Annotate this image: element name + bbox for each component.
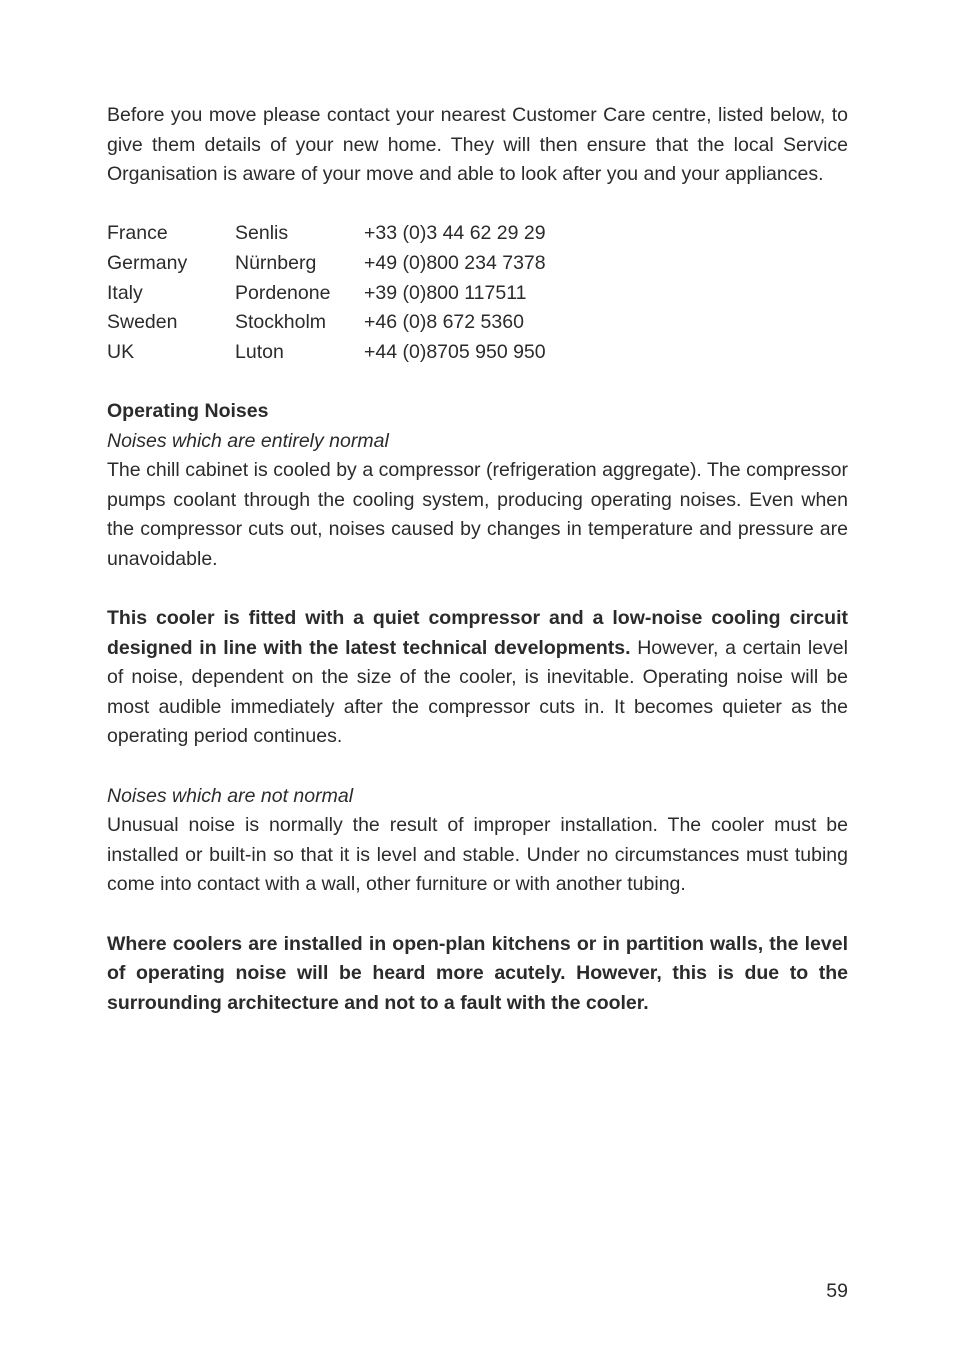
city-cell: Stockholm	[235, 311, 327, 334]
city-cell: Senlis	[235, 222, 289, 245]
abnormal-noises-paragraph: Unusual noise is normally the result of improper installation. The cooler must be installed or built-in so that it is level and stable. Under no circumstances must tubing come into contact with a wall, other furniture or with another tubing.	[107, 814, 848, 896]
normal-noises-subheading: Noises which are entirely normal	[107, 429, 389, 452]
city-cell: Luton	[235, 340, 284, 363]
page-content	[107, 101, 848, 1018]
open-plan-note: Where coolers are installed in open-plan kitchens or in partition walls, the level of operating noise will be heard more acutely. However, this is due to the surrounding architecture and not to a fault with the cooler.	[107, 932, 848, 1014]
normal-noises-paragraph: The chill cabinet is cooled by a compressor (refrigeration aggregate). The compressor pumps coolant through the cooling system, producing operating noises. Even when the compressor cuts out, noises caused by changes in temperature and pressure are unavoidable.	[107, 459, 848, 570]
spacer	[107, 190, 848, 220]
quiet-compressor-paragraph	[107, 604, 848, 752]
country-cell: UK	[107, 340, 135, 363]
spacer	[107, 575, 848, 605]
phone-cell: +46 (0)8 672 5360	[364, 311, 524, 334]
city-cell: Pordenone	[235, 281, 331, 304]
quiet-compressor-bold-lead: This cooler is fitted with a quiet compressor and a low-noise cooling circuit designed in line with the latest technical developments.	[107, 607, 848, 659]
abnormal-noises-subheading: Noises which are not normal	[107, 784, 354, 807]
table-row	[107, 279, 546, 309]
table-row	[107, 249, 546, 279]
spacer	[107, 752, 848, 782]
phone-cell: +39 (0)800 117511	[364, 281, 527, 304]
section-heading: Operating Noises	[107, 399, 269, 422]
spacer	[107, 367, 848, 397]
country-cell: Germany	[107, 251, 188, 274]
table-row	[107, 308, 546, 338]
page-number: 59	[826, 1280, 848, 1302]
intro-paragraph: Before you move please contact your nearest Customer Care centre, listed below, to give them details of your new home. They will then ensure that the local Service Organisation is aware of your move and able to look after you and your appliances.	[107, 104, 848, 186]
table-row	[107, 219, 546, 249]
country-cell: Italy	[107, 281, 143, 304]
city-cell: Nürnberg	[235, 251, 317, 274]
phone-cell: +49 (0)800 234 7378	[364, 251, 546, 274]
country-cell: Sweden	[107, 311, 178, 334]
phone-cell: +44 (0)8705 950 950	[364, 340, 546, 363]
country-cell: France	[107, 222, 168, 245]
table-row	[107, 338, 546, 368]
spacer	[107, 900, 848, 930]
quiet-compressor-rest: However, a certain level of noise, dependent on the size of the cooler, is inevitable. Operating noise will be most audible immediately after the compressor cuts in. It becomes quieter as the operating period continues.	[107, 636, 848, 748]
phone-cell: +33 (0)3 44 62 29 29	[364, 222, 546, 245]
customer-care-table	[107, 219, 546, 367]
